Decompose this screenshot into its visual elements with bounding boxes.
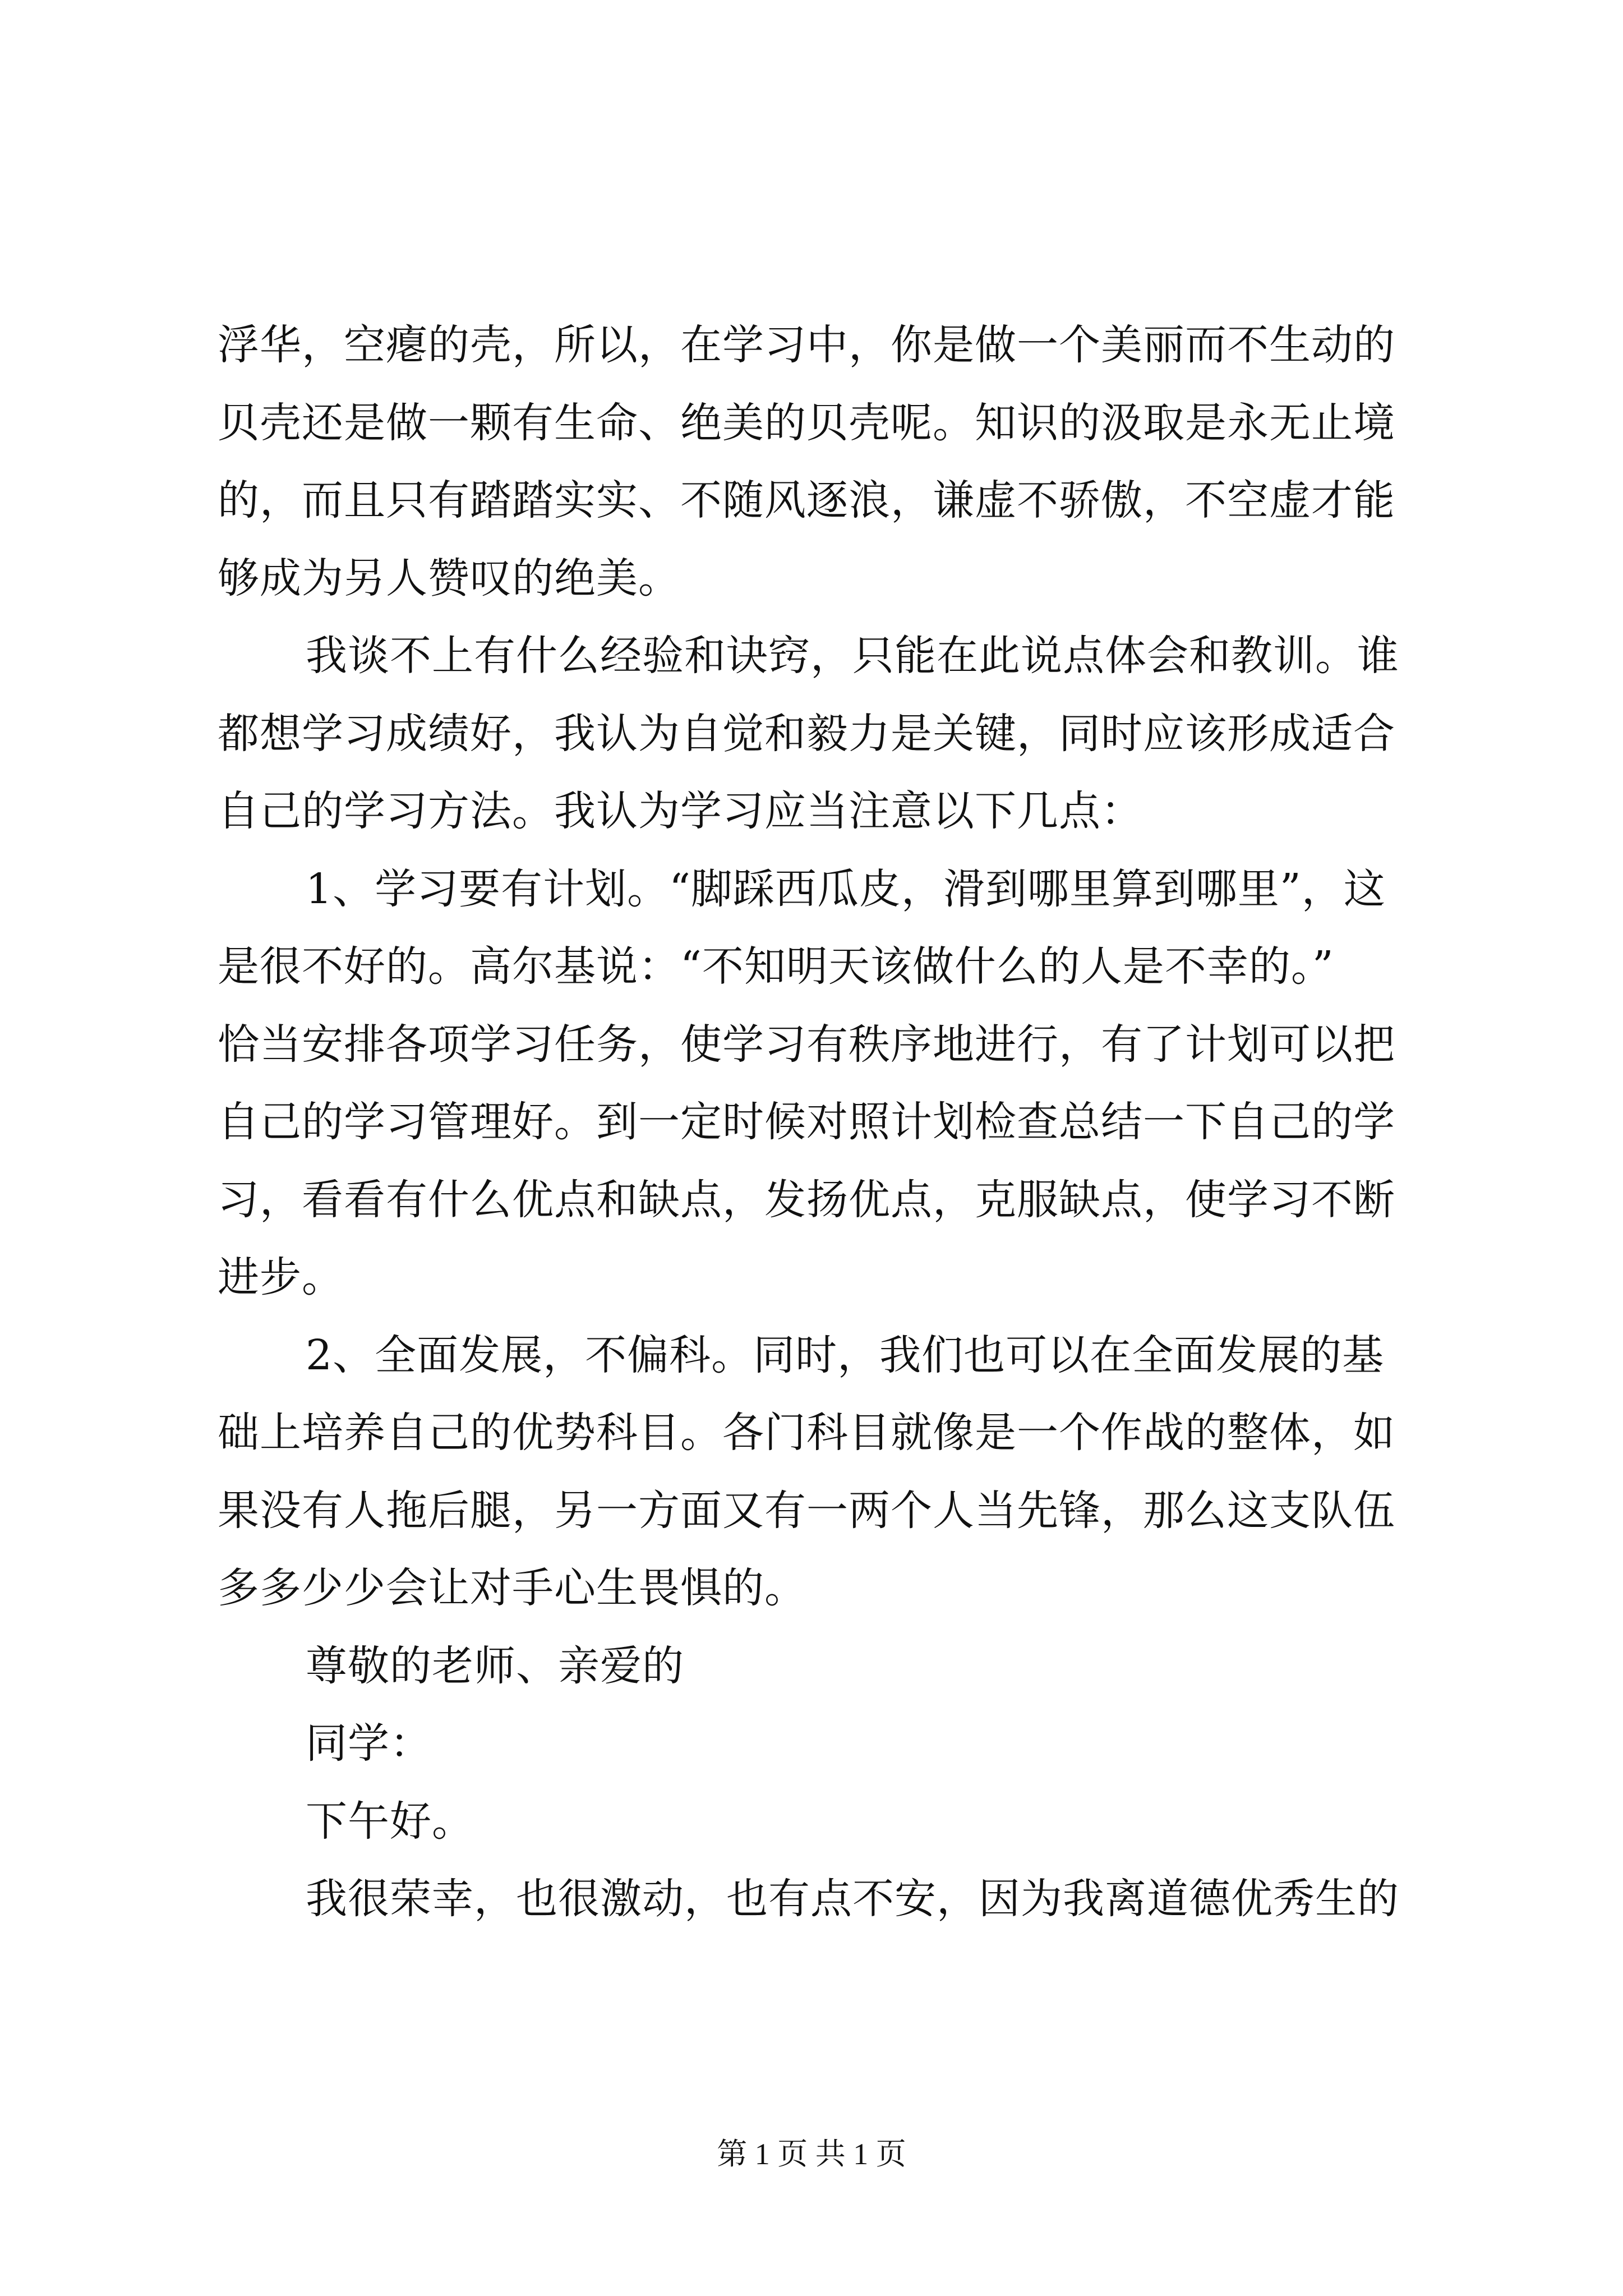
- text-line: 的，而且只有踏踏实实、不随风逐浪，谦虚不骄傲，不空虚才能: [218, 476, 1395, 524]
- text-line: 习，看看有什么优点和缺点，发扬优点，克服缺点，使学习不断: [218, 1176, 1395, 1224]
- text-line: 自己的学习管理好。到一定时候对照计划检查总结一下自己的学: [218, 1098, 1395, 1146]
- text-line: 恰当安排各项学习任务，使学习有秩序地进行，有了计划可以把: [218, 1020, 1395, 1069]
- text-line: 贝壳还是做一颗有生命、绝美的贝壳呢。知识的汲取是永无止境: [218, 399, 1395, 447]
- text-line: 础上培养自己的优势科目。各门科目就像是一个作战的整体，如: [218, 1409, 1395, 1457]
- text-line: 我谈不上有什么经验和诀窍，只能在此说点体会和教训。谁: [306, 632, 1399, 680]
- text-line: 1、学习要有计划。“脚踩西瓜皮，滑到哪里算到哪里”，这: [306, 865, 1386, 913]
- text-line: 多多少少会让对手心生畏惧的。: [218, 1564, 806, 1612]
- text-line: 果没有人拖后腿，另一方面又有一两个人当先锋，那么这支队伍: [218, 1487, 1395, 1535]
- text-line: 2、全面发展，不偏科。同时，我们也可以在全面发展的基: [306, 1331, 1385, 1379]
- text-line: 自己的学习方法。我认为学习应当注意以下几点：: [218, 787, 1143, 835]
- text-line: 尊敬的老师、亲爱的: [306, 1642, 684, 1690]
- text-line: 我很荣幸，也很激动，也有点不安，因为我离道德优秀生的: [306, 1875, 1399, 1923]
- text-line: 都想学习成绩好，我认为自觉和毅力是关键，同时应该形成适合: [218, 710, 1395, 758]
- text-line: 是很不好的。高尔基说：“不知明天该做什么的人是不幸的。”: [218, 942, 1334, 991]
- text-line: 浮华，空瘪的壳，所以，在学习中，你是做一个美丽而不生动的: [218, 321, 1395, 369]
- text-line: 下午好。: [306, 1797, 474, 1846]
- page-footer: [0, 2132, 1623, 2177]
- text-line: 进步。: [218, 1253, 344, 1301]
- text-line: 够成为另人赞叹的绝美。: [218, 554, 680, 602]
- page-number-label: 第 1 页 共 1 页: [717, 2137, 906, 2171]
- text-line: 同学：: [306, 1719, 432, 1768]
